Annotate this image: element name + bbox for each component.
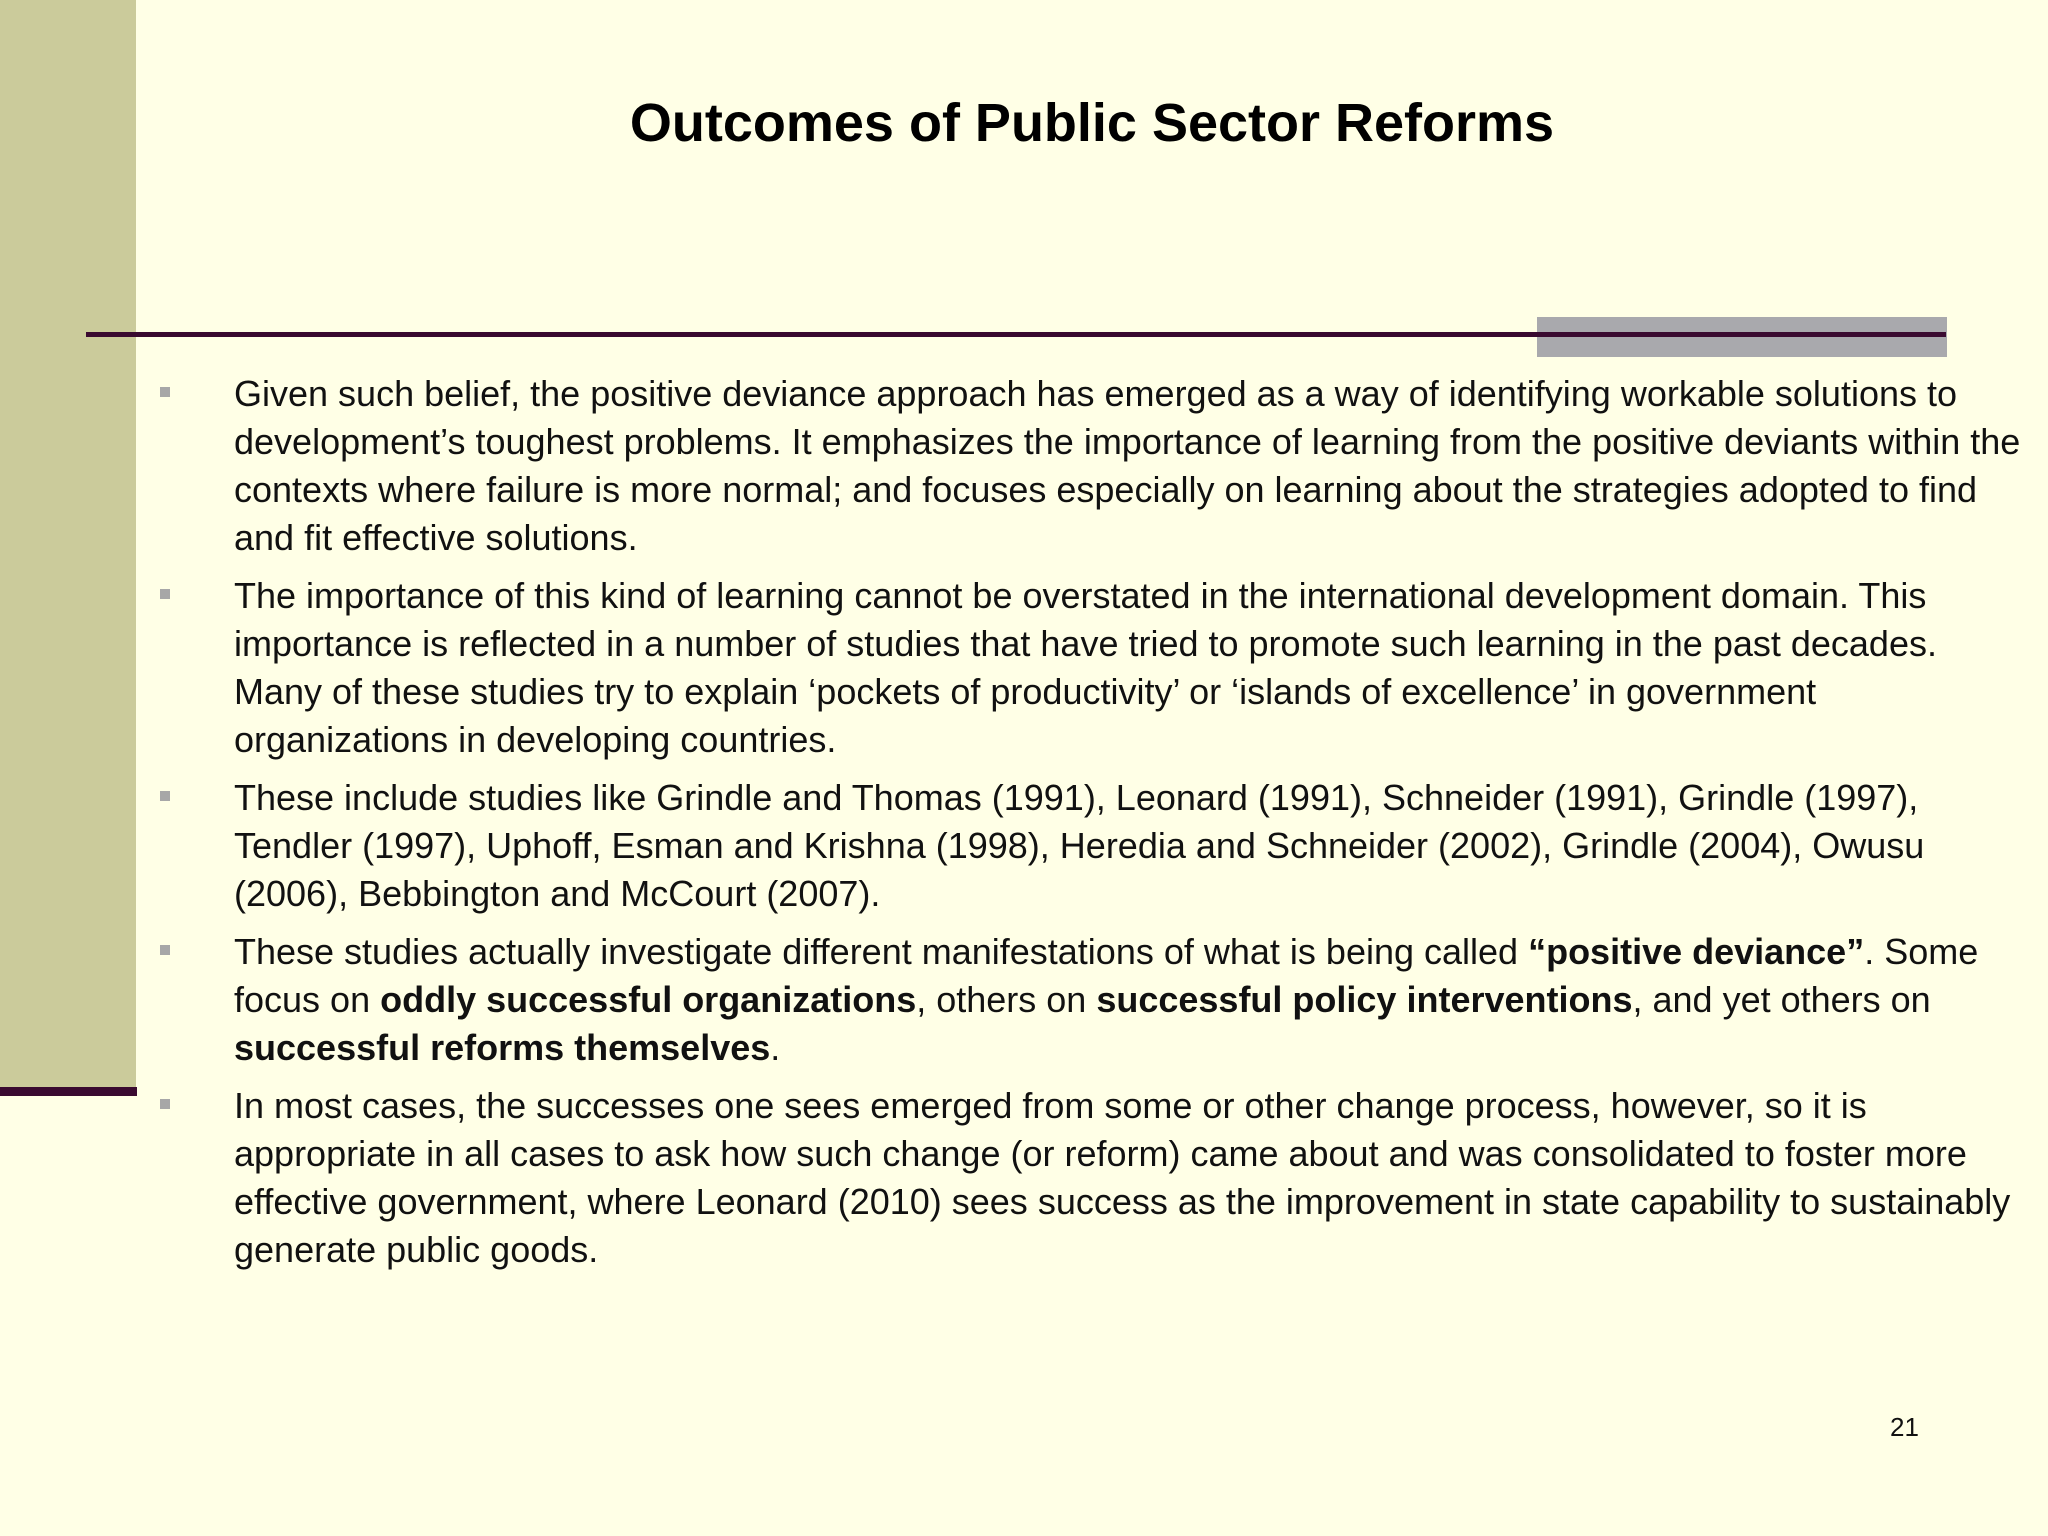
bullet-text-5: In most cases, the successes one sees emerged from some or other change process, however, so it is appropriate in all cases to ask how such change (or reform) came about and was consolidated to foster more effective government, where Leonard (2010) sees success as the improvement in state capability to sustainably generate public goods. <box>234 1085 2011 1270</box>
page-number: 21 <box>1890 1412 1919 1442</box>
bullet-square-icon <box>160 945 170 955</box>
bullet-4-part-5: . <box>770 1027 781 1068</box>
bullet-4-part-2: . Some focus on <box>234 931 1979 1020</box>
bullet-square-icon <box>160 387 170 397</box>
bullet-text-1: Given such belief, the positive deviance approach has emerged as a way of identifying workable solutions to development’s toughest problems. It emphasizes the importance of learning from the positive deviants within the contexts where failure is more normal; and focuses especially on learning about the strategies adopted to find and fit effective solutions. <box>234 373 2021 558</box>
bullet-item-5 <box>152 1082 2032 1274</box>
bullet-item-3 <box>152 774 2032 918</box>
bullet-square-icon <box>160 1099 170 1109</box>
bullet-4-bold-positive-deviance: “positive deviance” <box>1528 931 1865 972</box>
bullet-list <box>152 370 2032 1284</box>
bullet-item-1 <box>152 370 2032 562</box>
slide-title: Outcomes of Public Sector Reforms <box>629 93 1555 153</box>
left-decorative-bar <box>0 0 136 1088</box>
bullet-4-bold-organizations: oddly successful organizations <box>380 979 917 1020</box>
bullet-item-2 <box>152 572 2032 764</box>
bullet-4-part-4: , and yet others on <box>1632 979 1931 1020</box>
bullet-text-4 <box>234 931 1978 1068</box>
title-underline-rule <box>86 332 1946 337</box>
bullet-text-2: The importance of this kind of learning cannot be overstated in the international development domain. This importance is reflected in a number of studies that have tried to promote such learning in the past decades. Many of these studies try to explain ‘pockets of productivity’ or ‘islands of excellence’ in government organizations in developing countries. <box>234 575 1937 760</box>
bullet-square-icon <box>160 589 170 599</box>
bullet-square-icon <box>160 791 170 801</box>
bullet-4-part-3: , others on <box>916 979 1097 1020</box>
bullet-4-bold-policy: successful policy interventions <box>1096 979 1633 1020</box>
bullet-4-part-1: These studies actually investigate different manifestations of what is being called <box>234 931 1529 972</box>
bullet-text-3: These include studies like Grindle and Thomas (1991), Leonard (1991), Schneider (1991), Grindle (1997), Tendler (1997), Uphoff, Esman and Krishna (1998), Heredia and Schneider (2002), Grindle (2004), Owusu (2006), Bebbington and McCourt (2007). <box>234 777 1925 914</box>
bullet-item-4 <box>152 928 2032 1072</box>
title-underline-gray-block <box>1537 317 1947 357</box>
bullet-4-bold-reforms: successful reforms themselves <box>234 1027 771 1068</box>
left-accent-line <box>0 1087 137 1096</box>
